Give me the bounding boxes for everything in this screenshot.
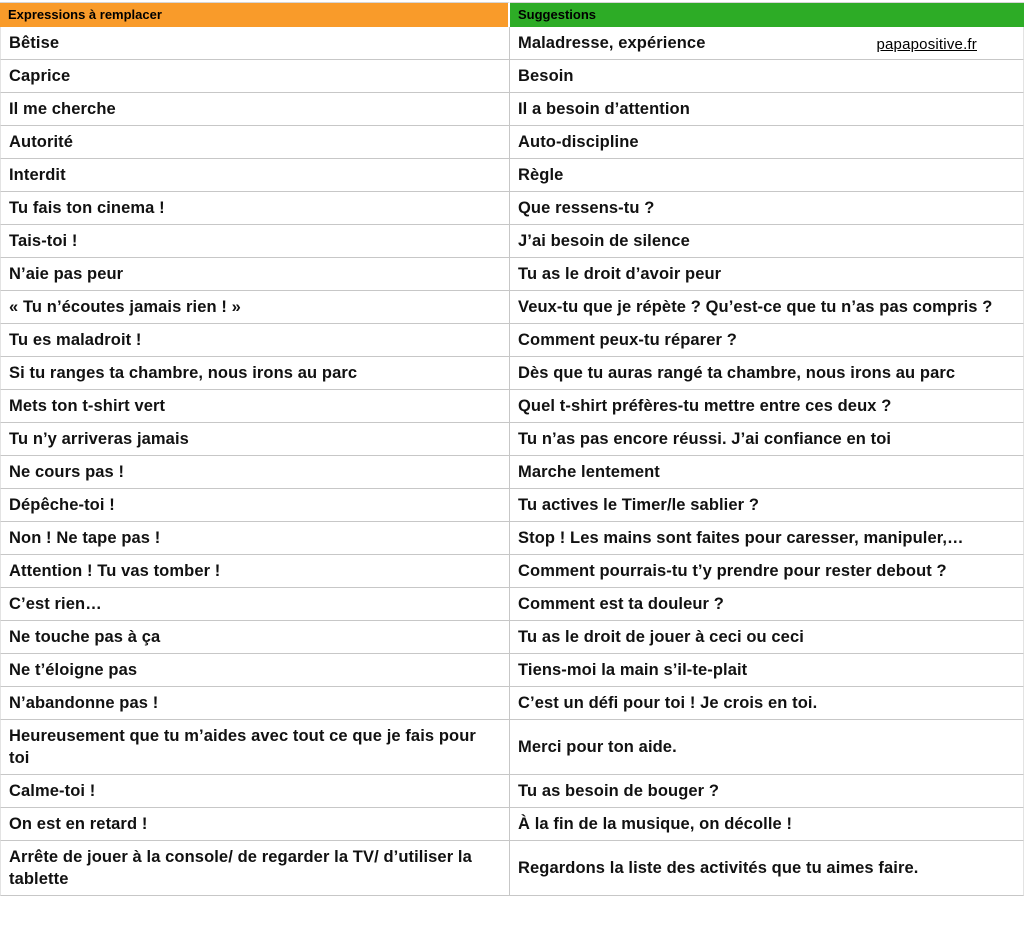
suggestion-cell: J’ai besoin de silence bbox=[510, 225, 1024, 258]
expression-cell: « Tu n’écoutes jamais rien ! » bbox=[0, 291, 510, 324]
suggestion-cell: Il a besoin d’attention bbox=[510, 93, 1024, 126]
table-row bbox=[0, 357, 1024, 390]
table-row bbox=[0, 775, 1024, 808]
expression-cell: Ne cours pas ! bbox=[0, 456, 510, 489]
table-row bbox=[0, 27, 1024, 60]
suggestion-cell: Merci pour ton aide. bbox=[510, 720, 1024, 775]
table-row bbox=[0, 291, 1024, 324]
suggestion-cell: Comment peux-tu réparer ? bbox=[510, 324, 1024, 357]
expression-cell: Caprice bbox=[0, 60, 510, 93]
expression-cell: Bêtise bbox=[0, 27, 510, 60]
table-row bbox=[0, 423, 1024, 456]
table-row bbox=[0, 159, 1024, 192]
table-row bbox=[0, 324, 1024, 357]
expression-cell: Tu n’y arriveras jamais bbox=[0, 423, 510, 456]
table-row bbox=[0, 60, 1024, 93]
table-row bbox=[0, 720, 1024, 775]
expression-cell: Non ! Ne tape pas ! bbox=[0, 522, 510, 555]
suggestion-cell: Dès que tu auras rangé ta chambre, nous irons au parc bbox=[510, 357, 1024, 390]
suggestion-cell: Tiens-moi la main s’il-te-plait bbox=[510, 654, 1024, 687]
table-row bbox=[0, 225, 1024, 258]
expression-cell: Si tu ranges ta chambre, nous irons au parc bbox=[0, 357, 510, 390]
table-row bbox=[0, 258, 1024, 291]
suggestion-cell: Veux-tu que je répète ? Qu’est-ce que tu n’as pas compris ? bbox=[510, 291, 1024, 324]
papapositive-link[interactable]: papapositive.fr bbox=[876, 36, 977, 53]
suggestion-cell: Comment est ta douleur ? bbox=[510, 588, 1024, 621]
expression-cell: Calme-toi ! bbox=[0, 775, 510, 808]
expressions-header: Expressions à remplacer bbox=[0, 2, 510, 27]
expression-cell: Il me cherche bbox=[0, 93, 510, 126]
expression-cell: Ne touche pas à ça bbox=[0, 621, 510, 654]
expression-cell: Arrête de jouer à la console/ de regarder la TV/ d’utiliser la tablette bbox=[0, 841, 510, 896]
table-row bbox=[0, 390, 1024, 423]
table-row bbox=[0, 126, 1024, 159]
table-row bbox=[0, 93, 1024, 126]
expression-cell: Tu es maladroit ! bbox=[0, 324, 510, 357]
expression-cell: Tu fais ton cinema ! bbox=[0, 192, 510, 225]
table-row bbox=[0, 687, 1024, 720]
suggestion-cell: Quel t-shirt préfères-tu mettre entre ces deux ? bbox=[510, 390, 1024, 423]
table-row bbox=[0, 841, 1024, 896]
suggestion-cell: Auto-discipline bbox=[510, 126, 1024, 159]
suggestion-cell: Tu n’as pas encore réussi. J’ai confiance en toi bbox=[510, 423, 1024, 456]
table-row bbox=[0, 555, 1024, 588]
expression-cell: Interdit bbox=[0, 159, 510, 192]
expression-cell: Attention ! Tu vas tomber ! bbox=[0, 555, 510, 588]
table-row bbox=[0, 621, 1024, 654]
replacement-table bbox=[0, 2, 1024, 896]
suggestions-header: Suggestions bbox=[510, 2, 1024, 27]
expression-cell: Ne t’éloigne pas bbox=[0, 654, 510, 687]
table-row bbox=[0, 456, 1024, 489]
expression-cell: Autorité bbox=[0, 126, 510, 159]
expression-cell: Tais-toi ! bbox=[0, 225, 510, 258]
table-row bbox=[0, 192, 1024, 225]
suggestion-cell: Tu as le droit de jouer à ceci ou ceci bbox=[510, 621, 1024, 654]
header-row bbox=[0, 2, 1024, 27]
expression-cell: N’aie pas peur bbox=[0, 258, 510, 291]
suggestion-cell: Tu actives le Timer/le sablier ? bbox=[510, 489, 1024, 522]
suggestion-cell bbox=[510, 27, 1024, 60]
table-row bbox=[0, 588, 1024, 621]
suggestion-cell: Marche lentement bbox=[510, 456, 1024, 489]
table-row bbox=[0, 522, 1024, 555]
suggestion-cell: Tu as le droit d’avoir peur bbox=[510, 258, 1024, 291]
expression-cell: Mets ton t-shirt vert bbox=[0, 390, 510, 423]
expression-cell: Heureusement que tu m’aides avec tout ce que je fais pour toi bbox=[0, 720, 510, 775]
table-row bbox=[0, 654, 1024, 687]
table-row bbox=[0, 808, 1024, 841]
suggestion-cell: Règle bbox=[510, 159, 1024, 192]
table-row bbox=[0, 489, 1024, 522]
expression-cell: On est en retard ! bbox=[0, 808, 510, 841]
expression-cell: N’abandonne pas ! bbox=[0, 687, 510, 720]
suggestion-cell: Regardons la liste des activités que tu aimes faire. bbox=[510, 841, 1024, 896]
table-body bbox=[0, 27, 1024, 896]
suggestion-cell: À la fin de la musique, on décolle ! bbox=[510, 808, 1024, 841]
suggestion-cell: Comment pourrais-tu t’y prendre pour rester debout ? bbox=[510, 555, 1024, 588]
expression-cell: Dépêche-toi ! bbox=[0, 489, 510, 522]
suggestion-cell: Que ressens-tu ? bbox=[510, 192, 1024, 225]
suggestion-cell: Besoin bbox=[510, 60, 1024, 93]
suggestion-cell: C’est un défi pour toi ! Je crois en toi. bbox=[510, 687, 1024, 720]
suggestion-cell: Stop ! Les mains sont faites pour caresser, manipuler,… bbox=[510, 522, 1024, 555]
suggestion-text: Maladresse, expérience bbox=[518, 34, 706, 52]
expression-cell: C’est rien… bbox=[0, 588, 510, 621]
suggestion-cell: Tu as besoin de bouger ? bbox=[510, 775, 1024, 808]
